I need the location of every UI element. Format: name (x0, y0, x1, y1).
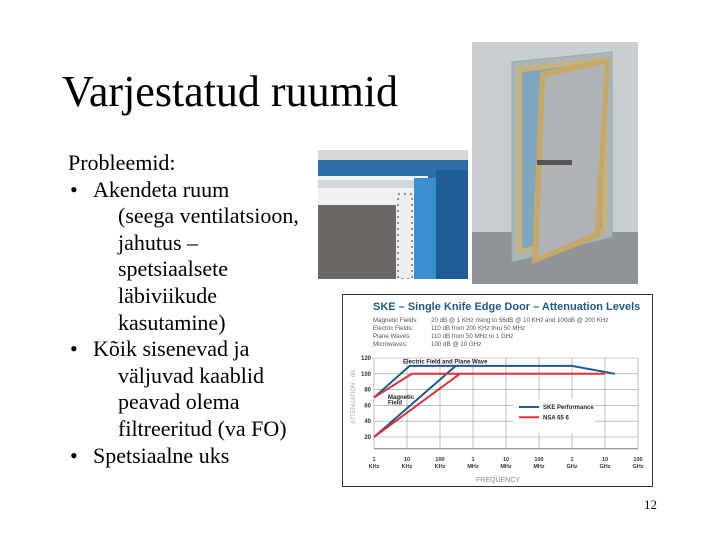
annotation-electric: Electric Field and Plane Wave (403, 359, 488, 366)
slide-title: Varjestatud ruumid (62, 67, 399, 116)
spec-value: 100 dB @ 10 GHz (431, 341, 482, 348)
x-tick-value: 10 (403, 456, 411, 463)
bullet-item (68, 336, 299, 442)
bullet-icon: • (70, 442, 78, 468)
x-tick-value: 100 (633, 456, 643, 463)
bullet-line: läbiviikude (118, 282, 217, 308)
x-tick-value: 1 (570, 456, 574, 463)
bullet-line: kasutamine) (118, 309, 226, 335)
spec-label: Microwaves: (373, 341, 408, 348)
annotation-field: Field (388, 400, 403, 407)
bullet-line: Kõik sisenevad ja (93, 336, 250, 362)
bullet-item (68, 177, 299, 337)
body-heading: Probleemid: (68, 150, 176, 175)
bullet-item (68, 443, 299, 470)
bullet-line: jahutus – (118, 229, 199, 255)
x-tick-value: 10 (502, 456, 510, 463)
x-tick-value: 1 (372, 456, 376, 463)
x-tick-unit: KHz (434, 463, 446, 470)
x-tick-unit: MHz (500, 463, 512, 470)
x-tick-value: 1 (471, 456, 475, 463)
slide-body (68, 150, 299, 469)
bullet-list (68, 177, 299, 470)
y-tick-label: 120 (360, 356, 371, 362)
shielding-frame-photo (318, 150, 468, 279)
bullet-line: Akendeta ruum (93, 176, 230, 202)
bullet-line: peavad olema (118, 389, 240, 415)
spec-value: 20 dB @ 1 KHz rising to 56dB @ 10 KHz and 100dB @ 200 KHz (431, 317, 609, 324)
x-tick-unit: MHz (467, 463, 479, 470)
x-axis-label: FREQUENCY (476, 477, 520, 484)
legend-label-nsa: NSA 65 6 (543, 415, 569, 422)
bullet-icon: • (70, 176, 78, 202)
attenuation-chart (342, 294, 653, 487)
x-tick-value: 10 (601, 456, 609, 463)
y-tick-label: 40 (364, 419, 371, 426)
shielded-door-photo (472, 42, 638, 284)
bullet-line: (seega ventilatsioon, (118, 203, 299, 229)
bullet-line: spetsiaalsete (118, 256, 228, 282)
spec-value: 110 dB from 200 KHz thru 50 MHz (431, 325, 526, 332)
x-tick-value: 100 (534, 456, 544, 463)
spec-label: Plane Waves: (373, 333, 411, 340)
page-number: 12 (644, 497, 657, 512)
x-tick-unit: KHz (401, 463, 413, 470)
spec-label: Magnetic Fields: (373, 317, 419, 324)
x-tick-unit: KHz (368, 463, 380, 470)
x-tick-value: 100 (435, 456, 445, 463)
spec-value: 110 dB from 50 MHz to 1 GHz (431, 333, 514, 340)
y-tick-label: 60 (364, 403, 371, 410)
legend-label-ske: SKE Performance (543, 404, 594, 411)
x-tick-unit: GHz (599, 463, 611, 470)
y-tick-label: 100 (360, 371, 371, 378)
series-line (374, 374, 605, 398)
y-axis-label: ATTENUATION - dB (351, 369, 357, 425)
x-tick-unit: MHz (533, 463, 545, 470)
series-line (374, 366, 615, 398)
spec-label: Electric Fields: (373, 325, 414, 332)
y-tick-label: 80 (364, 387, 371, 394)
bullet-line: filtreeritud (va FO) (118, 415, 287, 441)
bullet-line: Spetsiaalne uks (93, 442, 230, 468)
bullet-line: väljuvad kaablid (118, 362, 265, 388)
x-tick-unit: GHz (632, 463, 644, 470)
x-tick-unit: GHz (566, 463, 578, 470)
y-tick-label: 20 (364, 435, 371, 441)
bullet-icon: • (70, 336, 78, 362)
chart-title: SKE – Single Knife Edge Door – Attenuation Levels (373, 301, 641, 313)
series-line (374, 366, 456, 437)
annotation-magnetic: Magnetic (388, 395, 415, 402)
